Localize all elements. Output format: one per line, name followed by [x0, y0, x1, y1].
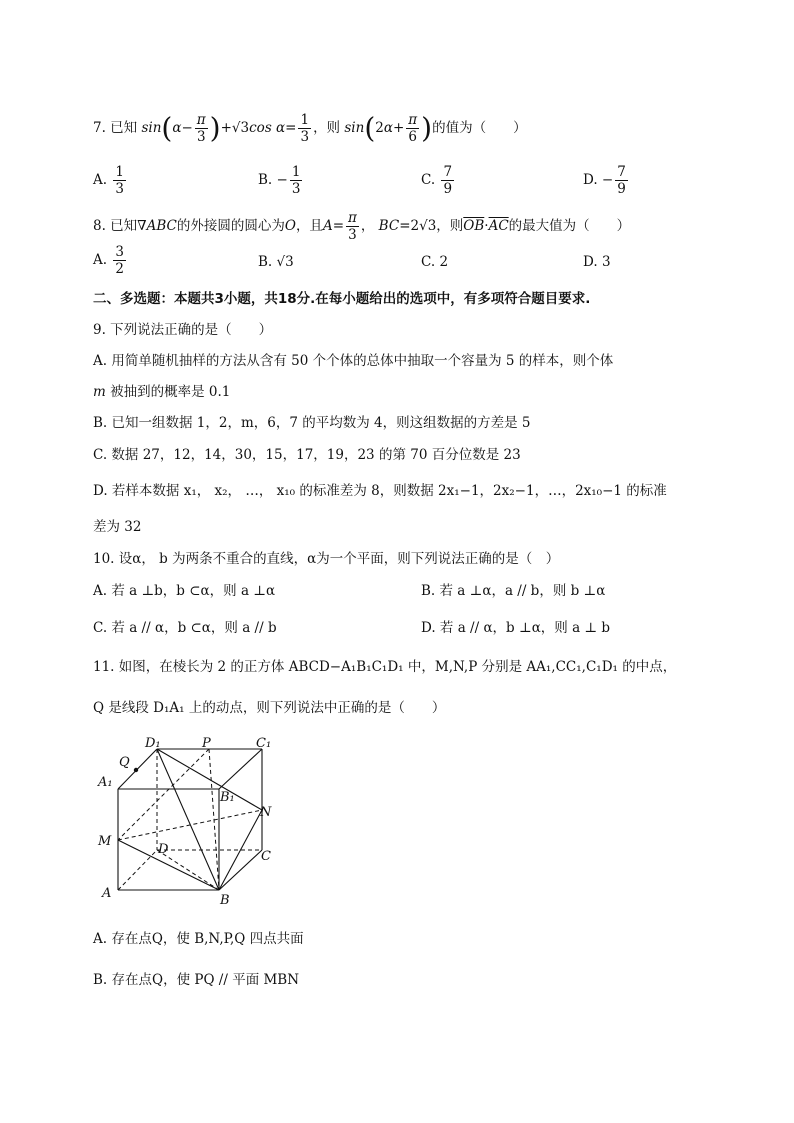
q10-option-c: C. 若 a // α，b ⊂α，则 a // b — [93, 620, 277, 636]
point-q — [134, 768, 138, 772]
q11-stem-line1: 11. 如图，在棱长为 2 的正方体 ABCD−A₁B₁C₁D₁ 中，M,N,P 分别是 AA₁,CC₁,C₁D₁ 的中点， — [93, 659, 677, 675]
q7-option-c: C. $\frac{7}{9}$ — [421, 164, 453, 197]
q8-stem: 8. 已知∇ABC的外接圆的圆心为O，且A= $\frac{\pi}{3}$ ， BC=2√3，则$\overline{OB}\cdot\overline{AC}$的最大值为（ ） — [93, 210, 631, 243]
q9-stem: 9. 下列说法正确的是（ ） — [93, 322, 273, 338]
q9-option-a-line2: m 被抽到的概率是 0.1 — [93, 384, 231, 400]
q7-option-a: A. $\frac{1}{3}$ — [93, 164, 124, 197]
label-c1: C₁ — [256, 736, 272, 751]
q9-option-a-line1: A. 用简单随机抽样的方法从含有 50 个个体的总体中抽取一个容量为 5 的样本，则个体 — [93, 353, 614, 369]
label-d1: D₁ — [145, 736, 161, 751]
section-heading: 二、多选题：本题共3小题，共18分.在每小题给出的选项中，有多项符合题目要求. — [93, 291, 591, 307]
q10-option-a: A. 若 a ⊥b，b ⊂α，则 a ⊥α — [93, 583, 276, 599]
label-a: A — [102, 886, 112, 901]
label-b1: B₁ — [220, 790, 235, 805]
q7-stem: 7. 已知 sin(α− $\frac{\pi}{3}$ )+√3cos α= $\frac{1}{3}$ ，则 sin(2α+ $\frac{\pi}{6}$ )的值为（ ） — [93, 111, 527, 145]
label-q: Q — [119, 755, 130, 770]
label-m: M — [98, 834, 112, 849]
q8-option-b: B. √3 — [258, 254, 294, 270]
q9-option-c: C. 数据 27，12，14，30，15，17，19，23 的第 70 百分位数是 23 — [93, 447, 521, 463]
label-a1: A₁ — [98, 775, 113, 790]
q10-option-b: B. 若 a ⊥α，a // b，则 b ⊥α — [421, 583, 606, 599]
q10-stem: 10. 设α， b 为两条不重合的直线，α为一个平面，则下列说法正确的是（ ） — [93, 551, 560, 567]
cube-figure — [93, 736, 293, 920]
segment-mn — [118, 810, 262, 840]
q7-option-b: B. − $\frac{1}{3}$ — [258, 164, 301, 197]
q11-option-a: A. 存在点Q，使 B,N,P,Q 四点共面 — [93, 931, 304, 947]
edge-b1c1 — [219, 749, 262, 789]
label-p: P — [202, 736, 211, 751]
q10-option-d: D. 若 a // α，b ⊥α，则 a ⊥ b — [421, 620, 611, 636]
edge-bc — [219, 850, 262, 890]
q9-option-d-line2: 差为 32 — [93, 519, 142, 535]
q8-option-d: D. 3 — [583, 254, 611, 270]
label-d: D — [158, 842, 169, 857]
q8-option-a: A. $\frac{3}{2}$ — [93, 244, 124, 277]
cube-diagram — [93, 736, 293, 916]
segment-mb — [118, 840, 219, 890]
q7-option-d: D. − $\frac{7}{9}$ — [583, 164, 626, 197]
q11-option-b: B. 存在点Q，使 PQ // 平面 MBN — [93, 972, 300, 988]
label-n: N — [260, 805, 272, 820]
label-c: C — [261, 849, 271, 864]
q11-stem-line2: Q 是线段 D₁A₁ 上的动点，则下列说法中正确的是（ ） — [93, 700, 446, 716]
q8-option-c: C. 2 — [421, 254, 449, 270]
label-b: B — [220, 893, 230, 908]
q9-option-b: B. 已知一组数据 1，2，m，6，7 的平均数为 4，则这组数据的方差是 5 — [93, 415, 531, 431]
q9-option-d-line1: D. 若样本数据 x₁， x₂， …， x₁₀ 的标准差为 8，则数据 2x₁−1，2x₂−1，…，2x₁₀−1 的标准 — [93, 483, 667, 499]
